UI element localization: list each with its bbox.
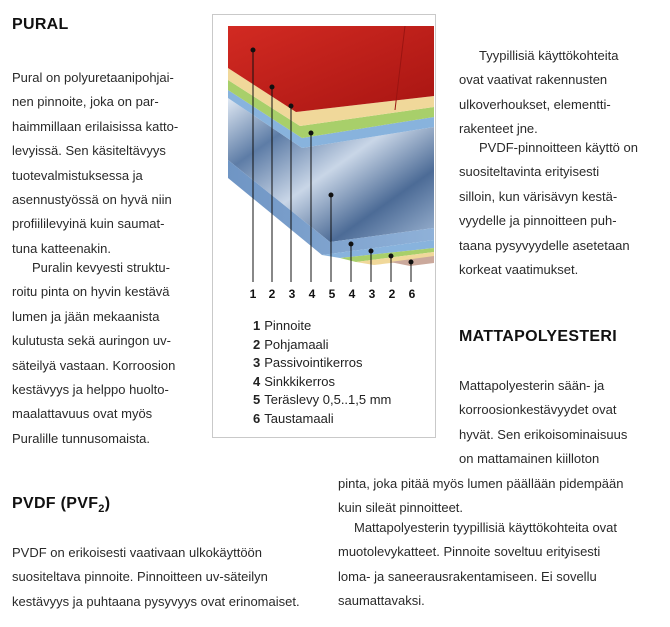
diagram-number: 6	[408, 287, 416, 301]
diagram-number: 4	[348, 287, 356, 301]
legend-item	[253, 336, 391, 355]
legend-number: 4	[253, 373, 261, 389]
text-line: suositeltavinta erityisesti	[459, 164, 600, 180]
legend-item	[253, 354, 391, 373]
legend-label: Pohjamaali	[264, 336, 329, 352]
pvdf-heading-end: )	[104, 495, 111, 512]
text-line: haimmillaan erilaisissa katto-	[12, 118, 179, 134]
text-line: loma- ja saneerausrakentamiseen. Ei sovellu	[338, 568, 597, 584]
text-line: pinta, joka pitää myös lumen päällään pidempään	[338, 475, 624, 491]
text-line: taana pysyvyydelle asetetaan	[459, 237, 630, 253]
text-line: Pural on polyuretaanipohjai-	[12, 70, 174, 85]
text-line: roitu pinta on hyvin kestävä	[12, 284, 170, 300]
text-line: lumen ja jään mekaanista	[12, 308, 160, 324]
legend-label: Sinkkikerros	[264, 373, 336, 389]
pvdf-heading-subscript: 2	[98, 503, 105, 516]
text-line: hyvät. Sen erikoisominaisuus	[459, 426, 628, 442]
legend-item	[253, 373, 391, 392]
mattapolyesteri-heading: MATTAPOLYESTERI	[459, 328, 617, 345]
pvdf-heading-main: PVDF (PVF	[12, 495, 99, 512]
diagram-number: 3	[368, 287, 376, 301]
legend-number: 3	[253, 355, 261, 370]
pural-heading: PURAL	[12, 16, 69, 33]
text-line: asennustyössä on hyvä niin	[12, 192, 172, 208]
text-line: suositeltava pinnoite. Pinnoitteen uv-säteilyn	[12, 569, 268, 585]
diagram-number: 1	[249, 287, 257, 301]
legend-label: Pinnoite	[264, 318, 312, 333]
legend-number: 1	[253, 318, 261, 333]
text-line: rakenteet jne.	[459, 121, 538, 137]
legend-item	[253, 391, 391, 410]
text-line: ulkoverhoukset, elementti-	[459, 96, 611, 112]
text-line: kestävyys ja helppo huolto-	[12, 382, 169, 398]
legend-item	[253, 410, 391, 429]
text-line: nen pinnoite, joka on par-	[12, 94, 159, 110]
text-line: saumattavaksi.	[338, 593, 425, 609]
text-line: Tyypillisiä käyttökohteita	[479, 48, 619, 63]
legend-label: Taustamaali	[264, 410, 334, 426]
text-line: kulutusta sekä auringon uv-	[12, 333, 171, 349]
layer-legend	[253, 317, 391, 428]
text-line: Puralin kevyesti struktu-	[32, 260, 170, 275]
text-line: levyissä. Sen käsiteltävyys	[12, 143, 166, 159]
text-line: tuotevalmistuksessa ja	[12, 167, 143, 183]
text-line: maalattavuus ovat myös	[12, 406, 153, 422]
diagram-number: 2	[268, 287, 276, 301]
text-line: profiililevyinä kuin saumat-	[12, 216, 165, 232]
legend-item	[253, 317, 391, 336]
text-line: PVDF on erikoisesti vaativaan ulkokäyttöön	[12, 545, 263, 560]
text-line: ovat vaativat rakennusten	[459, 72, 608, 88]
text-line: vyydelle ja pinnoitteen puh-	[459, 213, 617, 229]
text-line: muotolevykatteet. Pinnoite soveltuu erityisesti	[338, 544, 601, 560]
text-line: Mattapolyesterin sään- ja	[459, 378, 605, 393]
diagram-number: 5	[328, 287, 336, 301]
text-line: silloin, kun värisävyn kestä-	[459, 188, 618, 204]
diagram-number: 4	[308, 287, 316, 301]
legend-number: 6	[253, 410, 261, 426]
text-line: Mattapolyesterin tyypillisiä käyttökohteita ovat	[354, 520, 618, 535]
text-line: PVDF-pinnoitteen käyttö on	[479, 140, 638, 155]
diagram-number: 2	[388, 287, 396, 301]
text-line: on mattamainen kiilloton	[459, 451, 600, 467]
text-line: säteilyä vastaan. Korroosion	[12, 357, 176, 373]
text-line: kuin sileät pinnoitteet.	[338, 500, 464, 516]
legend-label: Passivointikerros	[264, 355, 363, 370]
legend-label: Teräslevy 0,5..1,5 mm	[264, 392, 392, 407]
text-line: kestävyys ja puhtaana pysyvyys ovat erinomaiset.	[12, 593, 300, 609]
text-line: tuna katteenakin.	[12, 240, 112, 256]
legend-number: 2	[253, 336, 261, 352]
legend-number: 5	[253, 392, 261, 407]
text-line: korkeat vaatimukset.	[459, 262, 579, 278]
diagram-number: 3	[288, 287, 296, 301]
text-line: Puralille tunnusomaista.	[12, 430, 151, 446]
text-line: korroosionkestävyydet ovat	[459, 402, 617, 418]
